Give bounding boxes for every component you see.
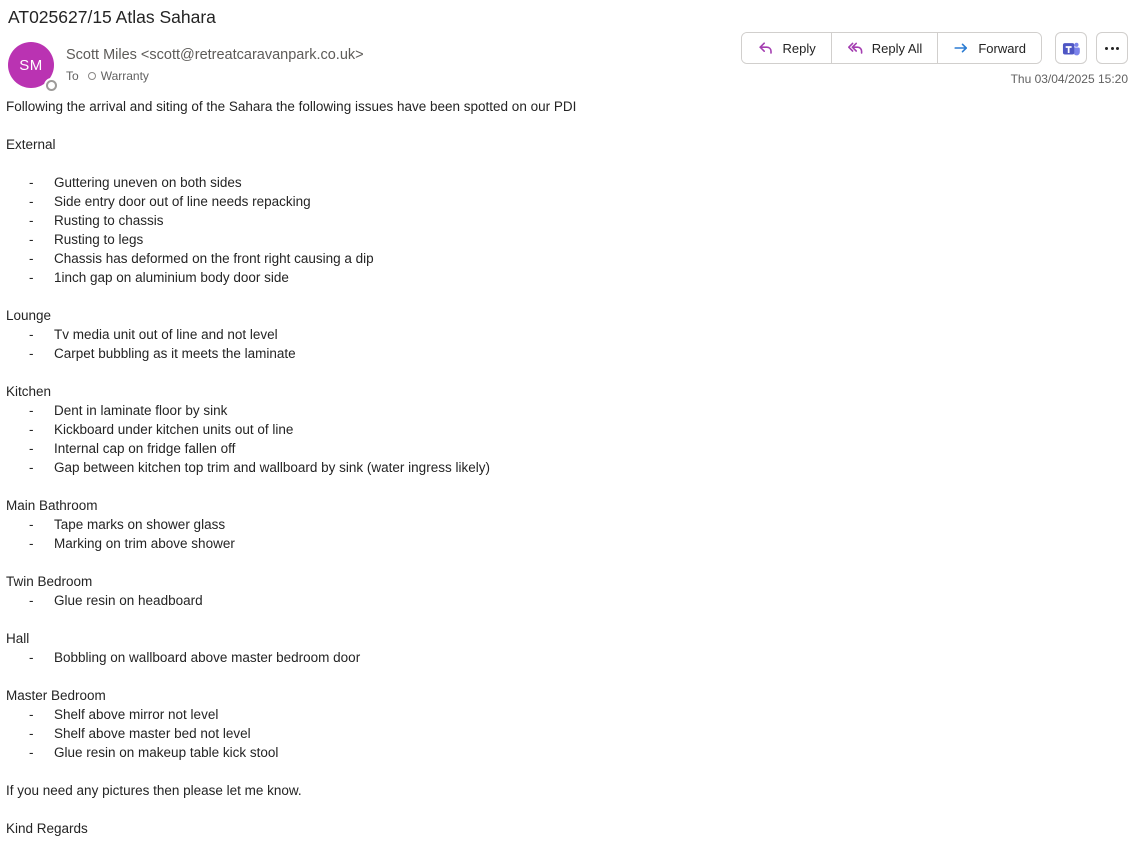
bullet-dash: - <box>29 745 34 760</box>
list-item <box>6 591 1128 610</box>
list-item <box>6 173 1128 192</box>
section-heading: External <box>6 137 56 152</box>
forward-button[interactable] <box>937 33 1041 63</box>
list-item-text: Bobbling on wallboard above master bedroom door <box>54 650 361 665</box>
blank-line <box>6 610 1128 629</box>
closing-line: If you need any pictures then please let me know. <box>6 783 302 798</box>
list-item-text: Glue resin on makeup table kick stool <box>54 745 279 760</box>
list-item <box>6 325 1128 344</box>
bullet-dash: - <box>29 346 34 361</box>
section-heading: Main Bathroom <box>6 498 98 513</box>
reply-arrow-icon <box>757 40 773 56</box>
received-timestamp: Thu 03/04/2025 15:20 <box>1010 72 1128 86</box>
reply-label: Reply <box>782 40 816 56</box>
to-line <box>66 69 364 83</box>
list-item <box>6 230 1128 249</box>
sender-display[interactable]: Scott Miles <scott@retreatcaravanpark.co.uk> <box>66 47 364 63</box>
email-subject: AT025627/15 Atlas Sahara <box>8 7 216 27</box>
reply-button[interactable] <box>742 33 830 63</box>
avatar-initials: SM <box>19 56 43 74</box>
section-heading: Lounge <box>6 308 52 323</box>
list-item-text: Gap between kitchen top trim and wallboard by sink (water ingress likely) <box>54 460 490 475</box>
bullet-dash: - <box>29 422 34 437</box>
bullet-dash: - <box>29 270 34 285</box>
list-item-text: Side entry door out of line needs repacking <box>54 194 311 209</box>
presence-status-icon <box>46 80 57 91</box>
bullet-dash: - <box>29 403 34 418</box>
blank-line <box>6 762 1128 781</box>
list-item <box>6 249 1128 268</box>
list-item-text: 1inch gap on aluminium body door side <box>54 270 289 285</box>
forward-label: Forward <box>978 40 1026 56</box>
bullet-dash: - <box>29 650 34 665</box>
bullet-dash: - <box>29 707 34 722</box>
reply-all-button[interactable] <box>831 33 938 63</box>
blank-line <box>6 363 1128 382</box>
list-item-text: Marking on trim above shower <box>54 536 235 551</box>
bullet-dash: - <box>29 517 34 532</box>
teams-icon <box>1062 39 1081 58</box>
list-item <box>6 743 1128 762</box>
list-item <box>6 268 1128 287</box>
list-item-text: Tape marks on shower glass <box>54 517 226 532</box>
list-item <box>6 211 1128 230</box>
blank-line <box>6 667 1128 686</box>
reply-all-label: Reply All <box>871 40 923 56</box>
bullet-dash: - <box>29 194 34 209</box>
share-to-teams-button[interactable] <box>1055 32 1087 64</box>
list-item-text: Rusting to legs <box>54 232 144 247</box>
bullet-dash: - <box>29 726 34 741</box>
section-heading: Kitchen <box>6 384 52 399</box>
avatar[interactable] <box>8 42 54 88</box>
bullet-dash: - <box>29 441 34 456</box>
more-options-button[interactable] <box>1096 32 1128 64</box>
bullet-dash: - <box>29 175 34 190</box>
list-item-text: Carpet bubbling as it meets the laminate <box>54 346 296 361</box>
blank-line <box>6 287 1128 306</box>
bullet-dash: - <box>29 536 34 551</box>
to-label: To <box>66 69 79 83</box>
section-heading: Hall <box>6 631 30 646</box>
section-heading: Master Bedroom <box>6 688 106 703</box>
list-item <box>6 344 1128 363</box>
section-heading: Twin Bedroom <box>6 574 93 589</box>
list-item <box>6 534 1128 553</box>
more-options-icon <box>1105 47 1119 50</box>
list-item-text: Tv media unit out of line and not level <box>54 327 278 342</box>
recipient-presence-icon <box>88 72 96 80</box>
recipient-warranty[interactable]: Warranty <box>100 69 149 83</box>
bullet-dash: - <box>29 593 34 608</box>
list-item-text: Guttering uneven on both sides <box>54 175 242 190</box>
list-item <box>6 705 1128 724</box>
action-button-row <box>741 32 1128 64</box>
sender-block <box>66 42 364 88</box>
list-item <box>6 192 1128 211</box>
list-item <box>6 420 1128 439</box>
list-item <box>6 458 1128 477</box>
blank-line <box>6 116 1128 135</box>
bullet-dash: - <box>29 232 34 247</box>
message-actions <box>741 32 1128 86</box>
list-item <box>6 439 1128 458</box>
list-item-text: Internal cap on fridge fallen off <box>54 441 236 456</box>
forward-arrow-icon <box>953 40 969 56</box>
list-item-text: Shelf above mirror not level <box>54 707 219 722</box>
list-item-text: Dent in laminate floor by sink <box>54 403 228 418</box>
blank-line <box>6 800 1128 819</box>
list-item-text: Shelf above master bed not level <box>54 726 251 741</box>
closing-line: Kind Regards <box>6 821 88 836</box>
email-body <box>0 97 1136 838</box>
blank-line <box>6 154 1128 173</box>
list-item <box>6 401 1128 420</box>
bullet-dash: - <box>29 213 34 228</box>
response-button-group <box>741 32 1042 64</box>
list-item-text: Kickboard under kitchen units out of line <box>54 422 294 437</box>
body-intro: Following the arrival and siting of the Sahara the following issues have been spotted on our PDI <box>6 99 577 114</box>
bullet-dash: - <box>29 327 34 342</box>
blank-line <box>6 553 1128 572</box>
list-item-text: Rusting to chassis <box>54 213 164 228</box>
reply-all-arrow-icon <box>847 40 863 56</box>
bullet-dash: - <box>29 251 34 266</box>
blank-line <box>6 477 1128 496</box>
list-item-text: Chassis has deformed on the front right causing a dip <box>54 251 374 266</box>
list-item <box>6 515 1128 534</box>
bullet-dash: - <box>29 460 34 475</box>
list-item <box>6 724 1128 743</box>
list-item-text: Glue resin on headboard <box>54 593 203 608</box>
list-item <box>6 648 1128 667</box>
